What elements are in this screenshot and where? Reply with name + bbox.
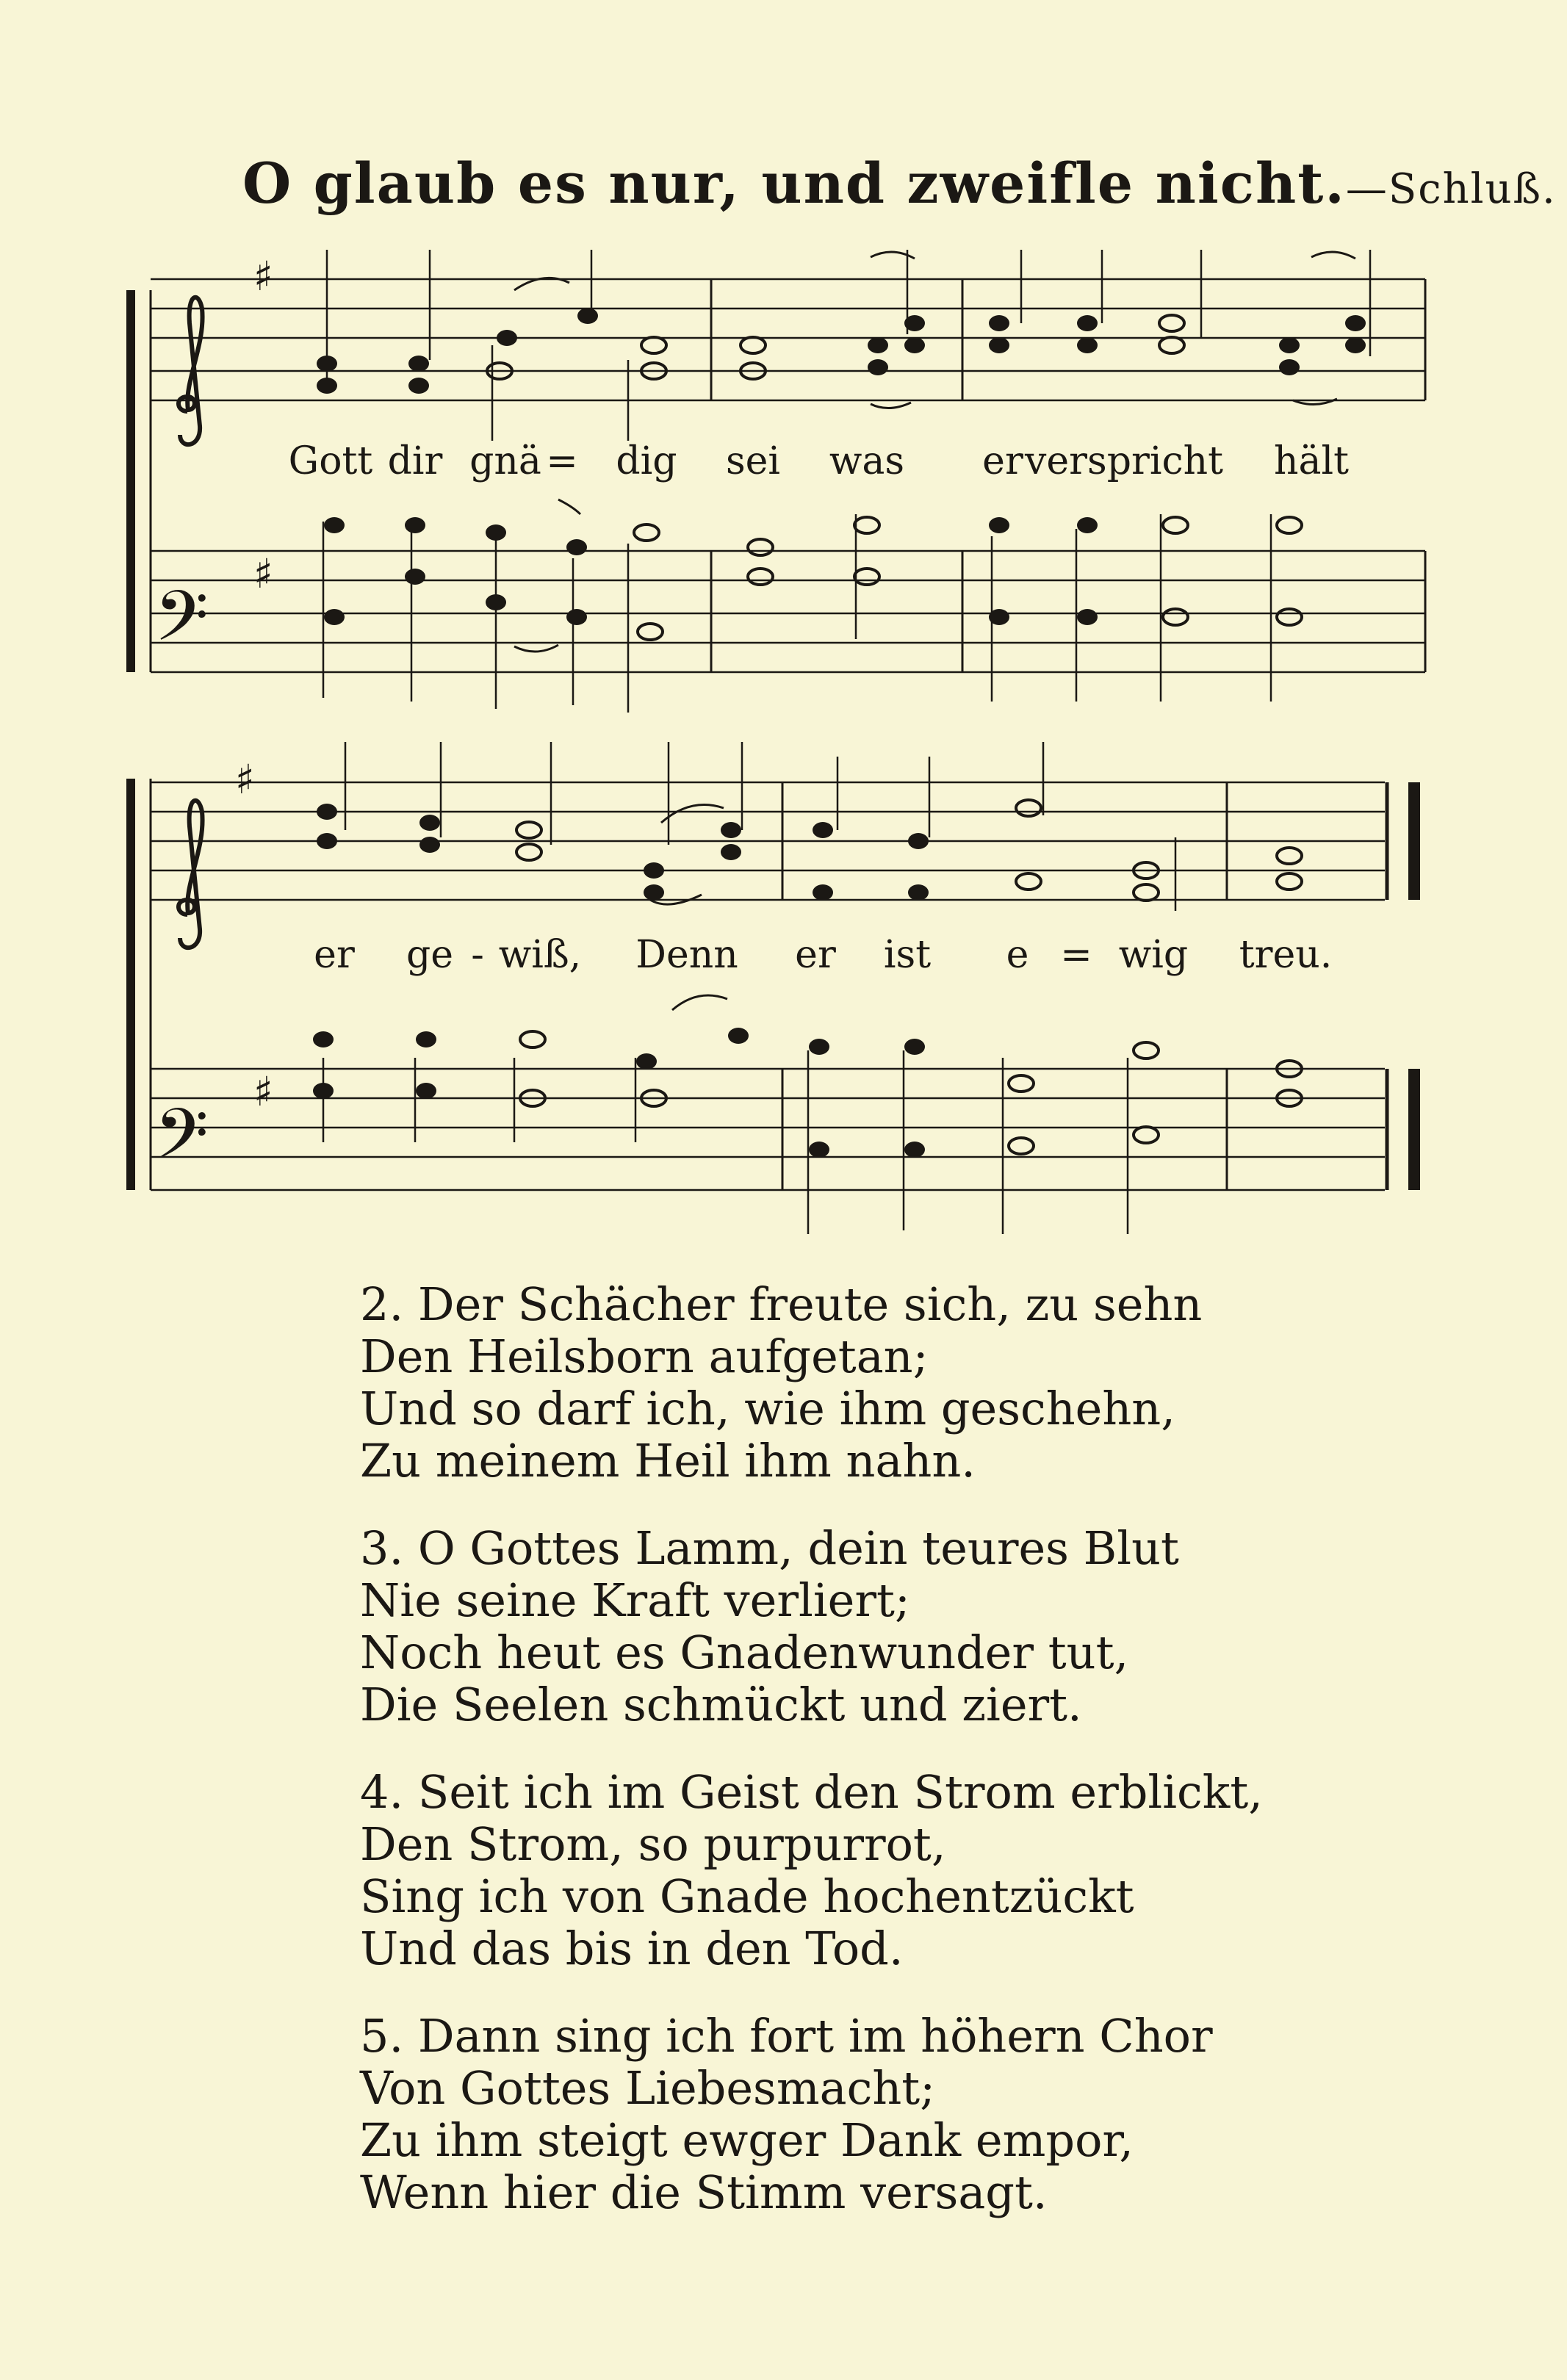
- lyric-word: sei: [725, 439, 781, 483]
- verse-line: Von Gottes Liebesmacht;: [360, 2061, 936, 2115]
- verse-3: [360, 1522, 1263, 1731]
- verse-line: Zu ihm steigt ewger Dank empor,: [360, 2113, 1134, 2167]
- verse-text: Seit ich im Geist den Strom erblickt,: [417, 1765, 1263, 1819]
- svg-text:♯: ♯: [253, 1068, 273, 1115]
- verse-line: [360, 1766, 1263, 1818]
- verse-line: Sing ich von Gnade hochentzückt: [360, 1869, 1134, 1923]
- verse-text: O Gottes Lamm, dein teures Blut: [417, 1521, 1179, 1575]
- lyric-word: dir: [387, 439, 443, 483]
- lyric-word: Gott: [288, 439, 373, 483]
- lyric-word: Denn: [635, 933, 738, 977]
- lyric-word: -: [471, 933, 484, 977]
- lyric-word: =: [546, 439, 578, 483]
- lyric-word: ge: [406, 933, 454, 977]
- lyric-word: er: [795, 933, 836, 977]
- svg-text:♯: ♯: [253, 253, 273, 300]
- verse-number: 4.: [360, 1765, 404, 1819]
- lyric-word: wig: [1118, 933, 1189, 977]
- verse-number: 3.: [360, 1521, 404, 1575]
- verse-line: Zu meinem Heil ihm nahn.: [360, 1434, 976, 1488]
- verse-line: Nie seine Kraft verliert;: [360, 1573, 910, 1627]
- lyric-word: ist: [883, 933, 932, 977]
- lyric-word: er: [314, 933, 355, 977]
- verse-number: 2.: [360, 1277, 404, 1331]
- verse-line: Den Heilsborn aufgetan;: [360, 1330, 929, 1383]
- lyric-word: wiß,: [498, 933, 582, 977]
- lyric-word: hält: [1273, 439, 1350, 483]
- lyric-word: dig: [616, 439, 677, 483]
- verse-line: [360, 1522, 1263, 1574]
- svg-text:♯: ♯: [253, 550, 273, 597]
- lyric-word: verspricht: [1025, 439, 1223, 483]
- verses-block: [360, 1278, 1263, 2254]
- svg-text:♯: ♯: [235, 756, 255, 803]
- verse-line: Und so darf ich, wie ihm geschehn,: [360, 1382, 1175, 1435]
- verse-line: [360, 1278, 1263, 1330]
- verse-line: Wenn hier die Stimm versagt.: [360, 2166, 1048, 2219]
- verse-5: [360, 2010, 1263, 2218]
- verse-text: Der Schächer freute sich, zu sehn: [417, 1277, 1203, 1331]
- verse-4: [360, 1766, 1263, 1975]
- lyric-word: treu.: [1239, 933, 1333, 977]
- verse-line: Den Strom, so purpurrot,: [360, 1817, 946, 1871]
- title-suffix: —Schluß.: [1345, 165, 1557, 213]
- lyric-word: e: [1006, 933, 1029, 977]
- lyric-word: gnä: [469, 439, 541, 483]
- svg-text:𝄢: 𝄢: [154, 576, 209, 674]
- svg-text:𝄢: 𝄢: [154, 1094, 209, 1192]
- title-main: O glaub es nur, und zweifle nicht.: [242, 151, 1346, 216]
- verse-line: Noch heut es Gnadenwunder tut,: [360, 1626, 1129, 1679]
- lyric-word: =: [1060, 933, 1092, 977]
- verse-line: [360, 2010, 1263, 2062]
- verse-line: Die Seelen schmückt und ziert.: [360, 1678, 1082, 1731]
- verse-number: 5.: [360, 2009, 404, 2063]
- verse-2: [360, 1278, 1263, 1487]
- verse-text: Dann sing ich fort im höhern Chor: [417, 2009, 1213, 2063]
- lyric-word: er: [982, 439, 1023, 483]
- verse-line: Und das bis in den Tod.: [360, 1922, 904, 1975]
- lyric-word: was: [829, 439, 905, 483]
